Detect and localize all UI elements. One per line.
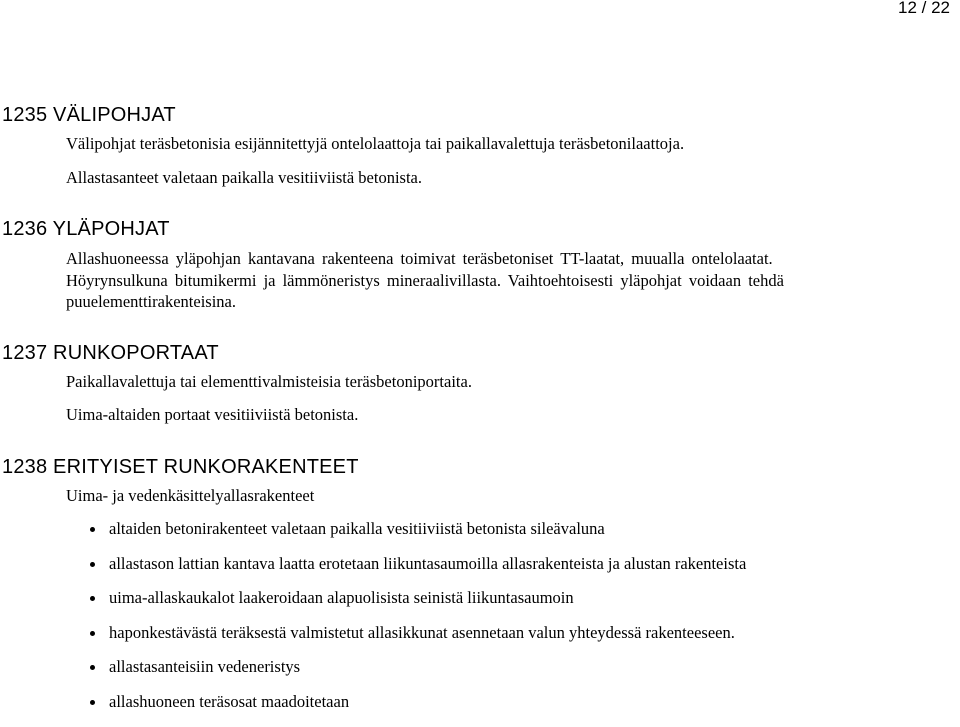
list-item-text: allastasanteisiin vedeneristys [109,657,301,677]
list-item [88,692,746,727]
list-item [88,519,746,554]
section-1238-intro: Uima- ja vedenkäsittelyallasrakenteet [66,486,315,505]
page-number: 12 / 22 [898,0,950,17]
bullet-dot-icon [90,665,95,670]
section-heading-1236: 1236 YLÄPOHJAT [2,218,170,240]
list-item [88,657,746,692]
section-1236-paragraph-2: Höyrynsulkuna bitumikermi ja lämmöneristys mineraalivillasta. Vaihtoehtoisesti yläpohjat voidaan tehdä [66,271,784,290]
section-1237-paragraph-1: Paikallavalettuja tai elementtivalmisteisia teräsbetoniportaita. [66,372,472,391]
section-1236-paragraph-1: Allashuoneessa yläpohjan kantavana rakenteena toimivat teräsbetoniset TT-laatat, muualla ontelolaatat. [66,249,773,268]
list-item-text: allashuoneen teräsosat maadoitetaan [109,691,350,711]
bullet-dot-icon [90,596,95,601]
section-1238-bullet-list [88,519,746,727]
list-item-text: haponkestävästä teräksestä valmistetut allasikkunat asennetaan valun yhteydessä rakenteeseen. [109,622,735,642]
list-item [88,554,746,589]
section-1235-paragraph-2: Allastasanteet valetaan paikalla vesitiiviistä betonista. [66,168,423,187]
section-1236-paragraph-3: puuelementtirakenteisina. [66,292,236,311]
section-heading-1235: 1235 VÄLIPOHJAT [2,104,176,126]
list-item-text: allastason lattian kantava laatta erotetaan liikuntasaumoilla allasrakenteista ja alustan rakenteista [109,553,747,573]
bullet-dot-icon [90,562,95,567]
bullet-dot-icon [90,631,95,636]
section-heading-1237: 1237 RUNKOPORTAAT [2,342,219,364]
list-item [88,588,746,623]
section-1237-paragraph-2: Uima-altaiden portaat vesitiiviistä betonista. [66,405,359,424]
list-item-text: uima-allaskaukalot laakeroidaan alapuolisista seinistä liikuntasaumoin [109,588,574,608]
section-heading-1238: 1238 ERITYISET RUNKORAKENTEET [2,456,359,478]
bullet-dot-icon [90,700,95,705]
list-item-text: altaiden betonirakenteet valetaan paikalla vesitiiviistä betonista sileävaluna [109,519,605,538]
list-item [88,623,746,658]
bullet-dot-icon [90,527,95,532]
section-1235-paragraph-1: Välipohjat teräsbetonisia esijännitettyjä ontelolaattoja tai paikallavalettuja teräsbetonilaattoja. [66,134,685,153]
